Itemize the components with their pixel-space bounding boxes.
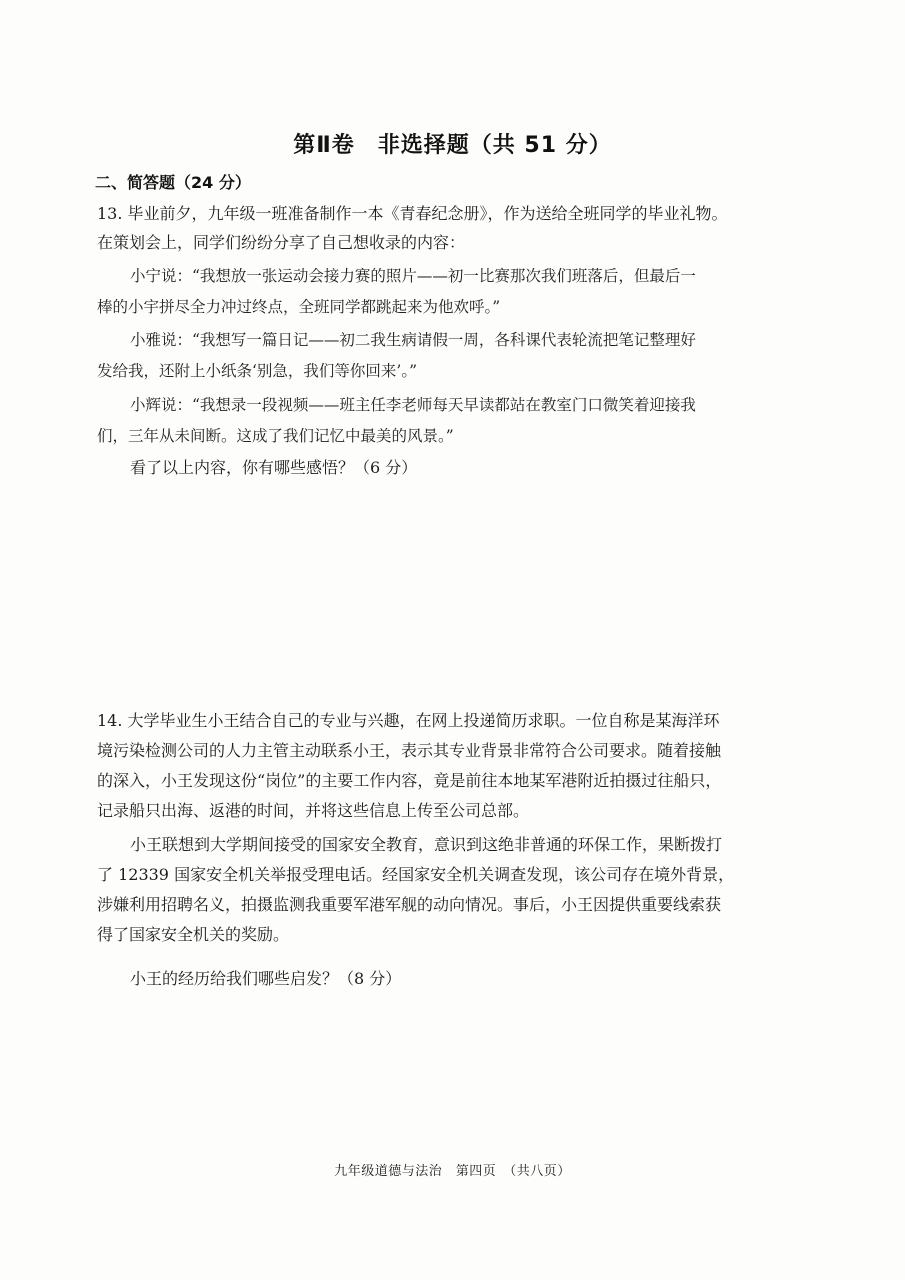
quote-line: 棒的小宇拼尽全力冲过终点，全班同学都跳起来为他欢呼。” (97, 298, 501, 316)
quote-line: 发给我，还附上小纸条‘别急，我们等你回来’。” (97, 362, 418, 380)
page-footer: 九年级道德与法治 第四页 （共八页） (334, 1164, 571, 1179)
question-13-intro (97, 199, 767, 257)
question-14-line: 记录船只出海、返港的时间，并将这些信息上传至公司总部。 (97, 801, 530, 820)
quote-xiaohui (97, 390, 767, 452)
section-heading: 二、简答题（24 分） (95, 173, 251, 192)
quote-xiaoning (97, 261, 767, 323)
question-14-body (97, 706, 769, 950)
quote-line: 小雅说：“我想写一篇日记——初二我生病请假一周，各科课代表轮流把笔记整理好 (130, 331, 696, 349)
question-14-line: 了 12339 国家安全机关举报受理电话。经国家安全机关调查发现，该公司存在境外背景， (97, 865, 735, 884)
quote-line: 们，三年从未间断。这成了我们记忆中最美的风景。” (97, 427, 454, 445)
question-14-line: 得了国家安全机关的奖励。 (97, 925, 290, 944)
question-14-line: 的深入，小王发现这份“岗位”的主要工作内容，竟是前往本地某军港附近拍摄过往船只， (97, 771, 722, 790)
paper-section-title: 第Ⅱ卷 非选择题（共 51 分） (293, 133, 612, 158)
question-14-line: 小王联想到大学期间接受的国家安全教育，意识到这绝非普通的环保工作，果断拨打 (130, 835, 723, 854)
question-14-prompt: 小王的经历给我们哪些启发？（8 分） (130, 969, 402, 988)
question-13-prompt: 看了以上内容，你有哪些感悟？（6 分） (130, 458, 418, 477)
quote-line: 小宁说：“我想放一张运动会接力赛的照片——初一比赛那次我们班落后，但最后一 (130, 267, 696, 285)
question-13-intro-line: 13. 毕业前夕，九年级一班准备制作一本《青春纪念册》，作为送给全班同学的毕业礼物。 (97, 204, 728, 223)
quote-line: 小辉说：“我想录一段视频——班主任李老师每天早读都站在教室门口微笑着迎接我 (130, 396, 696, 414)
question-14-line: 14. 大学毕业生小王结合自己的专业与兴趣，在网上投递简历求职。一位自称是某海洋环 (97, 711, 720, 730)
question-14-line: 境污染检测公司的人力主管主动联系小王，表示其专业背景非常符合公司要求。随着接触 (97, 741, 722, 760)
quote-xiaoya (97, 325, 767, 387)
question-14-line: 涉嫌利用招聘名义，拍摄监测我重要军港军舰的动向情况。事后，小王因提供重要线索获 (97, 895, 722, 914)
question-13-intro-line: 在策划会上，同学们纷纷分享了自己想收录的内容： (97, 233, 466, 252)
